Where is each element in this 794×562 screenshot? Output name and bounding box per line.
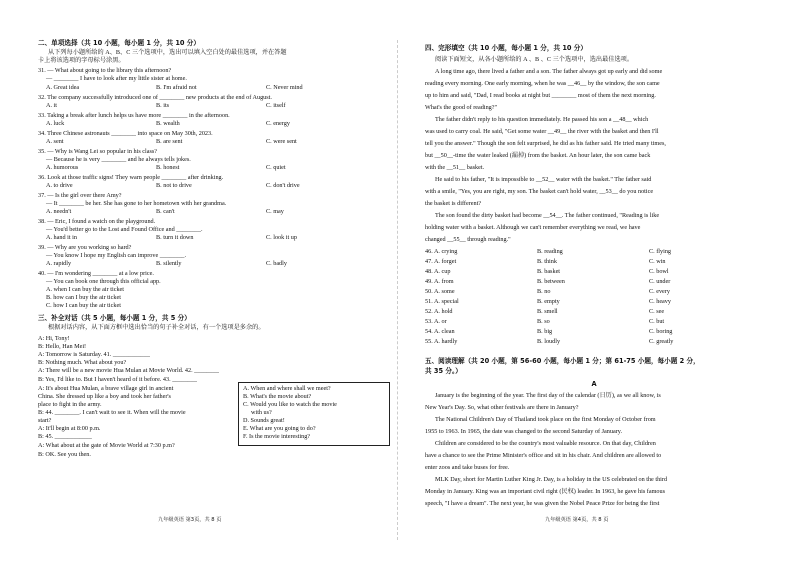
box-option-f: F. Is the movie interesting?	[243, 433, 311, 440]
cloze-line: A long time ago, there lived a father and a son. The father always got up early and did some	[435, 68, 663, 75]
cloze-options-48	[425, 268, 669, 275]
option-b[interactable]: B. reading	[537, 248, 563, 255]
question-31: 31. — What about going to the library this afternoon?	[38, 67, 172, 74]
section-2-instructions-cont: 卡上将该选项的字母标号涂黑。	[38, 57, 125, 64]
option-a[interactable]: A. to drive	[46, 182, 73, 189]
dialog-line: B: OK. See you then.	[38, 451, 91, 458]
passage-line: The National Children's Day of Thailand took place on the first Monday of October from	[435, 416, 656, 423]
cloze-line: with the __51__ basket.	[425, 164, 485, 171]
cloze-options-47	[425, 258, 666, 265]
question-35: 35. — Why is Wang Lei so popular in his class?	[38, 148, 158, 155]
section-4-instructions: 阅读下面短文，从各小题所给的 A 、B 、C 三个选项中，选出最佳选项。	[435, 56, 634, 63]
question-40-reply: — You can book one through this official app.	[46, 278, 161, 285]
option-b[interactable]: B. empty	[537, 298, 560, 305]
option-b[interactable]: B. between	[537, 278, 565, 285]
option-a[interactable]: A. luck	[46, 120, 65, 127]
option-a[interactable]: 48. A. cup	[425, 268, 451, 275]
cloze-line: The son found the dirty basket had become __54__. The father continued, "Reading is like	[435, 212, 660, 219]
dialog-line: start?	[38, 417, 52, 424]
option-b[interactable]: B. big	[537, 328, 553, 335]
option-b[interactable]: B. are sent	[156, 138, 183, 145]
cloze-options-46	[425, 248, 671, 255]
box-option-b: B. What's the movie about?	[243, 393, 312, 400]
dialog-line: A: Tomorrow is Saturday. 41. ____________	[38, 351, 150, 358]
question-34: 34. Three Chinese astronauts ________ into space on May 30th, 2023.	[38, 130, 213, 137]
option-b[interactable]: B. honest	[156, 164, 180, 171]
cloze-options-51	[425, 298, 671, 305]
option-b[interactable]: B. basket	[537, 268, 561, 275]
question-33-options	[46, 120, 290, 127]
option-c[interactable]: C. heavy	[649, 298, 671, 305]
option-a[interactable]: A. Great idea	[46, 84, 80, 91]
option-c[interactable]: C. every	[649, 288, 670, 295]
page-divider	[397, 40, 398, 540]
cloze-options-54	[425, 328, 672, 335]
option-c[interactable]: C. look it up	[266, 234, 297, 241]
dialog-line: A: It'll begin at 8:00 p.m.	[38, 425, 101, 432]
dialog-line: B: Yes, I'd like to. But I haven't heard of it before. 43. ________	[38, 376, 197, 383]
option-b[interactable]: B. I'm afraid not	[156, 84, 197, 91]
passage-line: New Year's Day. So, what other festivals are there in January?	[425, 404, 579, 411]
cloze-line: reading every morning. One early morning, when he was __46__ by the window, the son came	[425, 80, 660, 87]
option-c[interactable]: C. quiet	[266, 164, 286, 171]
question-37: 37. — Is the girl over there Amy?	[38, 192, 122, 199]
question-39: 39. — Why are you working so hard?	[38, 244, 132, 251]
box-option-c-cont: with us?	[251, 409, 272, 416]
question-38: 38. — Eric, I found a watch on the playground.	[38, 218, 156, 225]
option-c[interactable]: C. badly	[266, 260, 287, 267]
question-34-options	[46, 138, 297, 145]
question-37-reply: — It ________ be her. She has gone to her hometown with her grandma.	[46, 200, 227, 207]
question-32: 32. The company successfully introduced one of ________ new products at the end of August.	[38, 94, 272, 101]
dialog-line: B: 45. ____________	[38, 433, 92, 440]
option-c[interactable]: C. boring	[649, 328, 673, 335]
passage-line: Children are considered to be the country's most valuable resource. On that day, Children	[435, 440, 656, 447]
option-a[interactable]: 46. A. crying	[425, 248, 458, 255]
question-40: 40. — I'm wondering ________ at a low price.	[38, 270, 154, 277]
question-32-options	[46, 102, 286, 109]
cloze-line: holding water with a basket. Although we can't remember everything we read, we have	[425, 224, 641, 231]
option-c[interactable]: C. itself	[266, 102, 286, 109]
option-c[interactable]: C. flying	[649, 248, 672, 255]
option-a[interactable]: 50. A. some	[425, 288, 455, 295]
option-b[interactable]: B. its	[156, 102, 170, 109]
passage-line: MLK Day, short for Martin Luther King Jr. Day, is a holiday in the US celebrated on the third	[435, 476, 668, 483]
option-a[interactable]: 53. A. or	[425, 318, 447, 325]
question-33: 33. Taking a break after lunch helps us have more ________ in the afternoon.	[38, 112, 230, 119]
question-38-options	[46, 234, 297, 241]
cloze-options-52	[425, 308, 664, 315]
section-5-title-cont: 共 35 分。）	[425, 367, 462, 375]
question-36: 36. Look at those traffic signs! They warn people ________ after drinking.	[38, 174, 224, 181]
option-a[interactable]: 52. A. hold	[425, 308, 453, 315]
option-b[interactable]: B. can't	[156, 208, 175, 215]
option-a[interactable]: A. it	[46, 102, 58, 109]
option-b[interactable]: B. no	[537, 288, 551, 295]
cloze-options-50	[425, 288, 670, 295]
question-31-reply: — ________ I have to look after my little sister at home.	[46, 75, 187, 82]
option-a[interactable]: 51. A. special	[425, 298, 459, 305]
dialog-line: A: There will be a new movie Hua Mulan at Movie World. 42. ________	[38, 367, 219, 374]
option-a[interactable]: A. humorous	[46, 164, 79, 171]
box-option-d: D. Sounds great!	[243, 417, 285, 424]
option-a[interactable]: 55. A. hardly	[425, 338, 458, 345]
cloze-line: What's the good of reading?"	[425, 104, 498, 111]
question-37-options	[46, 208, 284, 215]
option-a[interactable]: A. hand it in	[46, 234, 77, 241]
option-c[interactable]: C. win	[649, 258, 666, 265]
option-b[interactable]: B. think	[537, 258, 557, 265]
option-a[interactable]: 47. A. forget	[425, 258, 457, 265]
cloze-options-49	[425, 278, 670, 285]
option-c[interactable]: C. were sent	[266, 138, 297, 145]
option-b[interactable]: B. loudly	[537, 338, 561, 345]
question-40-option-b[interactable]: B. how can I buy the air ticket	[46, 294, 121, 301]
option-b[interactable]: B. wealth	[156, 120, 180, 127]
dialog-line: A: It's about Hua Mulan, a brave village girl in ancient	[38, 385, 174, 392]
option-b[interactable]: B. silently	[156, 260, 182, 267]
question-35-options	[46, 164, 286, 171]
cloze-options-55	[425, 338, 673, 345]
option-c[interactable]: C. Never mind	[266, 84, 303, 91]
option-c[interactable]: C. energy	[266, 120, 290, 127]
option-b[interactable]: B. turn it down	[156, 234, 194, 241]
question-39-reply: — You know I hope my English can improve ________.	[46, 252, 187, 259]
dialog-line: China. She dressed up like a boy and took her father's	[38, 393, 171, 400]
cloze-line: changed __55__ through reading."	[425, 236, 511, 243]
option-b[interactable]: B. smell	[537, 308, 558, 315]
section-3-instructions: 根据对话内容，从下面方框中选出恰当的句子补全对话，有一个选项是多余的。	[48, 324, 265, 331]
cloze-options-53	[425, 318, 664, 325]
option-c[interactable]: C. but	[649, 318, 665, 325]
passage-line: enter zoos and take buses for free.	[425, 464, 510, 471]
question-40-option-a[interactable]: A. when I can buy the air ticket	[46, 286, 125, 293]
dialog-line: A: Hi, Tony!	[38, 335, 70, 342]
page-footer-right: 九年级英语 第4页，共 8 页	[545, 517, 609, 523]
dialog-line: B: Hello, Han Mei!	[38, 343, 87, 350]
box-option-a: A. When and where shall we meet?	[243, 385, 331, 392]
cloze-line: tell you the answer." Though the son felt surprised, he did as his father said. He tried many times,	[425, 140, 666, 147]
option-a[interactable]: 49. A. from	[425, 278, 454, 285]
box-option-e: E. What are you going to do?	[243, 425, 316, 432]
section-2-instructions: 从下列每小题所给的 A、B、C 三个选项中，选出可以填入空白处的最佳选项，并在答题	[48, 49, 287, 56]
cloze-line: was used to carry coal. He said, "Get some water __49__ the river with the basket and then I'll	[425, 128, 659, 135]
dialog-line: B: Nothing much. What about you?	[38, 359, 127, 366]
question-35-reply: — Because he is very ________ and he always tells jokes.	[46, 156, 191, 163]
option-a[interactable]: A. rapidly	[46, 260, 72, 267]
section-4-title: 四、完形填空（共 10 小题，每小题 1 分，共 10 分）	[425, 44, 587, 52]
options-box	[238, 382, 390, 446]
passage-line: 1955 to 1963. In 1965, the date was changed to the second Saturday of January.	[425, 428, 623, 435]
cloze-line: with a smile, "Yes, you are right, my son. The basket can't hold water, __53__ do you notice	[425, 188, 654, 195]
option-a[interactable]: A. sent	[46, 138, 64, 145]
option-c[interactable]: C. bowl	[649, 268, 669, 275]
cloze-line: The father didn't reply to his question immediately. He passed his son a __48__ which	[435, 116, 649, 123]
passage-letter: A	[591, 380, 597, 388]
cloze-line: up to him and said, "Dad, I read books at night but ________ most of them the next morning.	[425, 92, 656, 99]
option-b[interactable]: B. so	[537, 318, 550, 325]
cloze-line: the basket is different?	[425, 200, 482, 207]
cloze-line: He said to his father, "It is impossible to __52__ water with the basket." The father said	[435, 176, 652, 183]
cloze-line: but __50__-time the water leaked (漏掉) from the basket. An hour later, the son came back	[425, 152, 651, 159]
option-c[interactable]: C. don't drive	[266, 182, 300, 189]
question-40-option-c[interactable]: C. how I can buy the air ticket	[46, 302, 121, 309]
page-footer-left: 九年级英语 第3页，共 8 页	[158, 517, 222, 523]
option-a[interactable]: 54. A. clean	[425, 328, 455, 335]
passage-line: have a chance to see the Prime Minister's office and sit in his chair. And children are allowed to	[425, 452, 662, 459]
section-2-title: 二、单项选择（共 10 小题，每小题 1 分，共 10 分）	[38, 39, 200, 47]
question-38-reply: — You'd better go to the Lost and Found Office and ________.	[46, 226, 203, 233]
passage-line: Monday in January. King was an important civil right (民权) leader. In 1963, he gave his famous	[425, 488, 665, 495]
dialog-line: place to fight in the army.	[38, 401, 102, 408]
section-3-title: 三、补全对话（共 5 小题，每小题 1 分，共 5 分）	[38, 314, 191, 322]
dialog-line: B: 44. ________. I can't wait to see it. When will the movie	[38, 409, 186, 416]
box-option-c: C. Would you like to watch the movie	[243, 401, 337, 408]
question-31-options	[46, 84, 303, 91]
option-c[interactable]: C. under	[649, 278, 671, 285]
question-39-options	[46, 260, 287, 267]
option-b[interactable]: B. not to drive	[156, 182, 192, 189]
question-36-options	[46, 182, 300, 189]
option-a[interactable]: A. needn't	[46, 208, 72, 215]
option-c[interactable]: C. may	[266, 208, 284, 215]
passage-line: speech, "I have a dream". The next year, he was given the Nobel Peace Prize for being the first	[425, 500, 660, 507]
option-c[interactable]: C. see	[649, 308, 665, 315]
option-c[interactable]: C. greatly	[649, 338, 674, 345]
passage-line: January is the beginning of the year. The first day of the calendar (日历), as we all know, is	[435, 392, 661, 399]
section-5-title: 五、阅读理解（共 20 小题，第 56-60 小题，每小题 1 分；第 61-75 小题，每小题 2 分，	[425, 357, 700, 365]
dialog-line: A: What about at the gate of Movie World at 7:30 p.m?	[38, 442, 175, 449]
